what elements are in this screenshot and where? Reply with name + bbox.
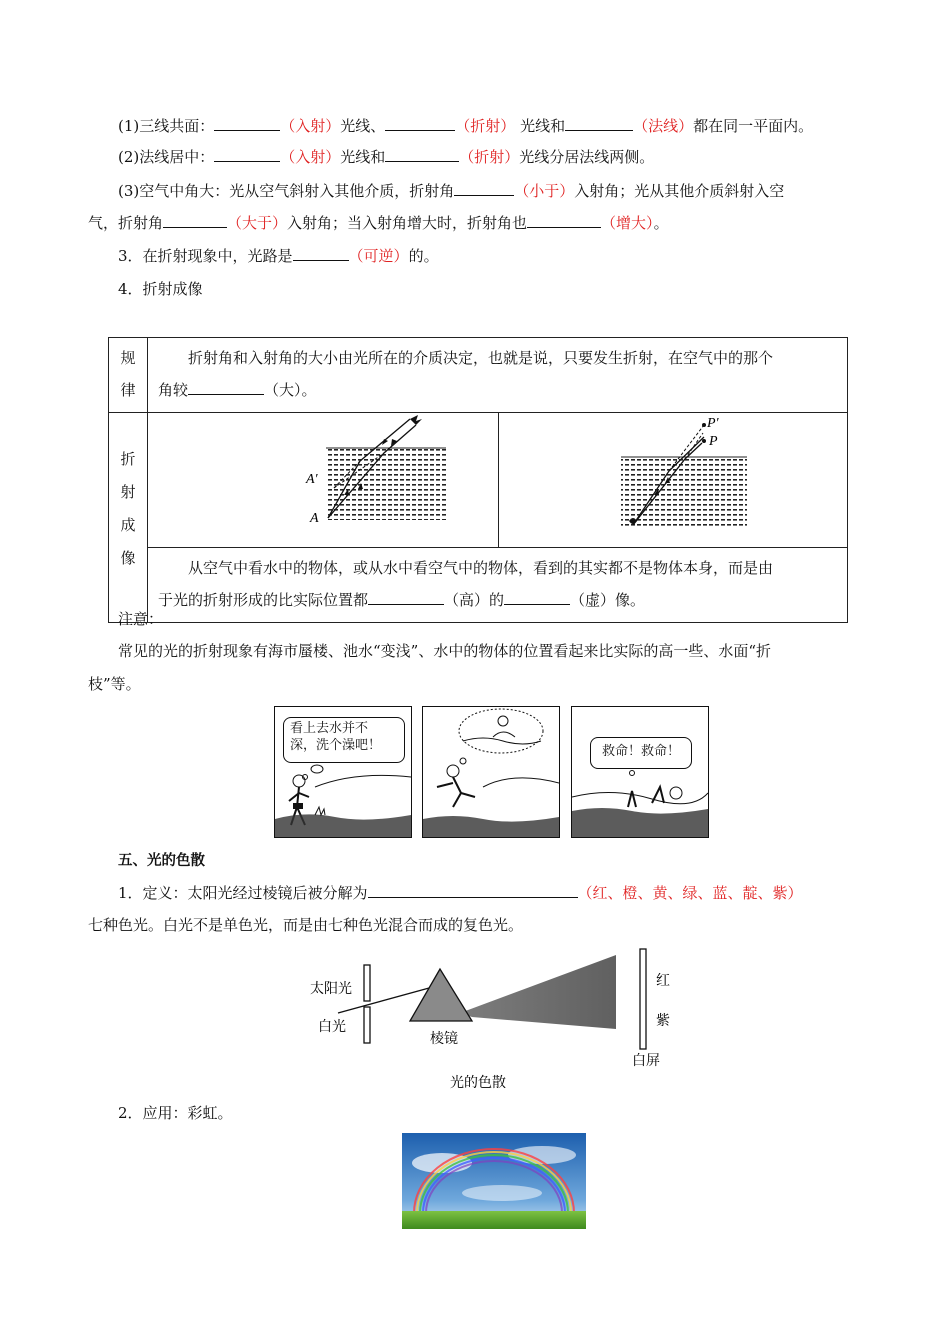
thought-bubble [459,709,543,753]
speech-bubble: 救命！救命！ [590,737,692,769]
dispersion-definition-cont: 七种色光。白光不是单色光，而是由七种色光混合而成的复色光。 [88,916,524,934]
item-coplanar: (1)三线共面： （入射）光线、 （折射） 光线和 （法线）都在同一平面内。 [118,117,814,135]
bird-icon [410,415,422,425]
figure-caption: 光的色散 [450,1076,506,1091]
notice-text: 常见的光的折射现象有海市蜃楼、池水“变浅”、水中的物体的位置看起来比实际的高一些、水面“折 [118,642,772,660]
answer-text: （入射） [280,148,341,166]
refraction-diagram-2 [499,413,847,543]
item-air-angle: (3)空气中角大：光从空气斜射入其他介质，折射角 （小于）入射角；光从其他介质斜射入空 [118,182,785,200]
item-air-angle-cont: 气，折射角 （大于）入射角；当入射角增大时，折射角也 （增大）。 [88,214,669,232]
imaging-text: 从空气中看水中的物体，或从水中看空气中的物体，看到的其实都不是物体本身，而是由 于光的折射形成的比实际位置都 （高）的 （虚）像。 [148,548,848,623]
label-a-prime: A′ [306,472,318,487]
label-prism: 棱镜 [430,1032,458,1047]
dispersion-diagram [300,945,700,1095]
white-screen [640,949,646,1049]
answer-text: （可逆） [348,247,409,265]
notice-text-cont: 枝”等。 [88,675,141,693]
prism [410,969,472,1021]
imaging-label: 折 射 成 像 [109,413,148,623]
answer-blank [214,115,280,131]
answer-blank [368,589,444,605]
refraction-table [108,337,848,623]
answer-blank [214,146,280,162]
answer-blank [293,245,349,261]
answer-text: （入射） [280,117,341,135]
answer-text: （小于） [514,182,575,200]
answer-blank [504,589,570,605]
cartoon-panel-2 [422,706,560,838]
person-icon [447,765,459,777]
slit-top [364,965,370,1001]
water-surface [326,448,446,520]
label-p-prime: P′ [707,416,719,431]
speech-bubble: 看上去水并不 深，洗个澡吧！ [283,717,405,763]
label-purple: 紫 [656,1014,670,1029]
answer-blank [565,115,633,131]
answer-text: （大于） [227,214,288,232]
rule-label: 规 律 [109,338,148,413]
refraction-diagram-1 [148,413,498,543]
answer-text: （法线） [633,117,694,135]
spectrum-beam [460,955,616,1029]
answer-text: （折射） [459,148,520,166]
answer-blank [368,882,578,898]
answer-text: （折射） [455,117,516,135]
label-a: A [310,511,319,526]
label-white-light: 白光 [318,1020,346,1035]
rainbow-photo [402,1133,586,1229]
slit-bottom [364,1007,370,1043]
answer-blank [527,212,601,228]
figure-water-object [148,413,499,548]
answer-blank [385,146,459,162]
answer-blank [163,212,227,228]
answer-blank [385,115,455,131]
water-surface [621,457,747,529]
point-reversible: 3．在折射现象中，光路是 （可逆）的。 [118,247,439,265]
cartoon-panel-3 [571,706,709,838]
answer-text: （增大） [601,214,654,232]
figure-air-object [499,413,848,548]
person-icon [293,775,305,787]
label-p: P [709,434,718,449]
answer-blank [188,379,264,395]
answer-blank [454,180,514,196]
section5-heading: 五、光的色散 [118,853,205,869]
dispersion-definition: 1．定义：太阳光经过棱镜后被分解为 （红、橙、黄、绿、蓝、靛、紫） [118,884,803,902]
label-red: 红 [656,974,670,989]
item-normal-middle: (2)法线居中： （入射）光线和 （折射）光线分居法线两侧。 [118,148,655,166]
label-white-screen: 白屏 [632,1054,660,1069]
answer-text: （红、橙、黄、绿、蓝、靛、紫） [577,884,803,902]
point-refraction-imaging: 4．折射成像 [118,280,203,298]
dispersion-application: 2．应用：彩虹。 [118,1104,233,1122]
cartoon-panel-1 [274,706,412,838]
notice-title: 注意： [118,610,164,628]
rule-text: 折射角和入射角的大小由光所在的介质决定，也就是说，只要发生折射，在空气中的那个 角较 （大）。 [148,338,848,413]
label-sunlight: 太阳光 [310,982,352,997]
